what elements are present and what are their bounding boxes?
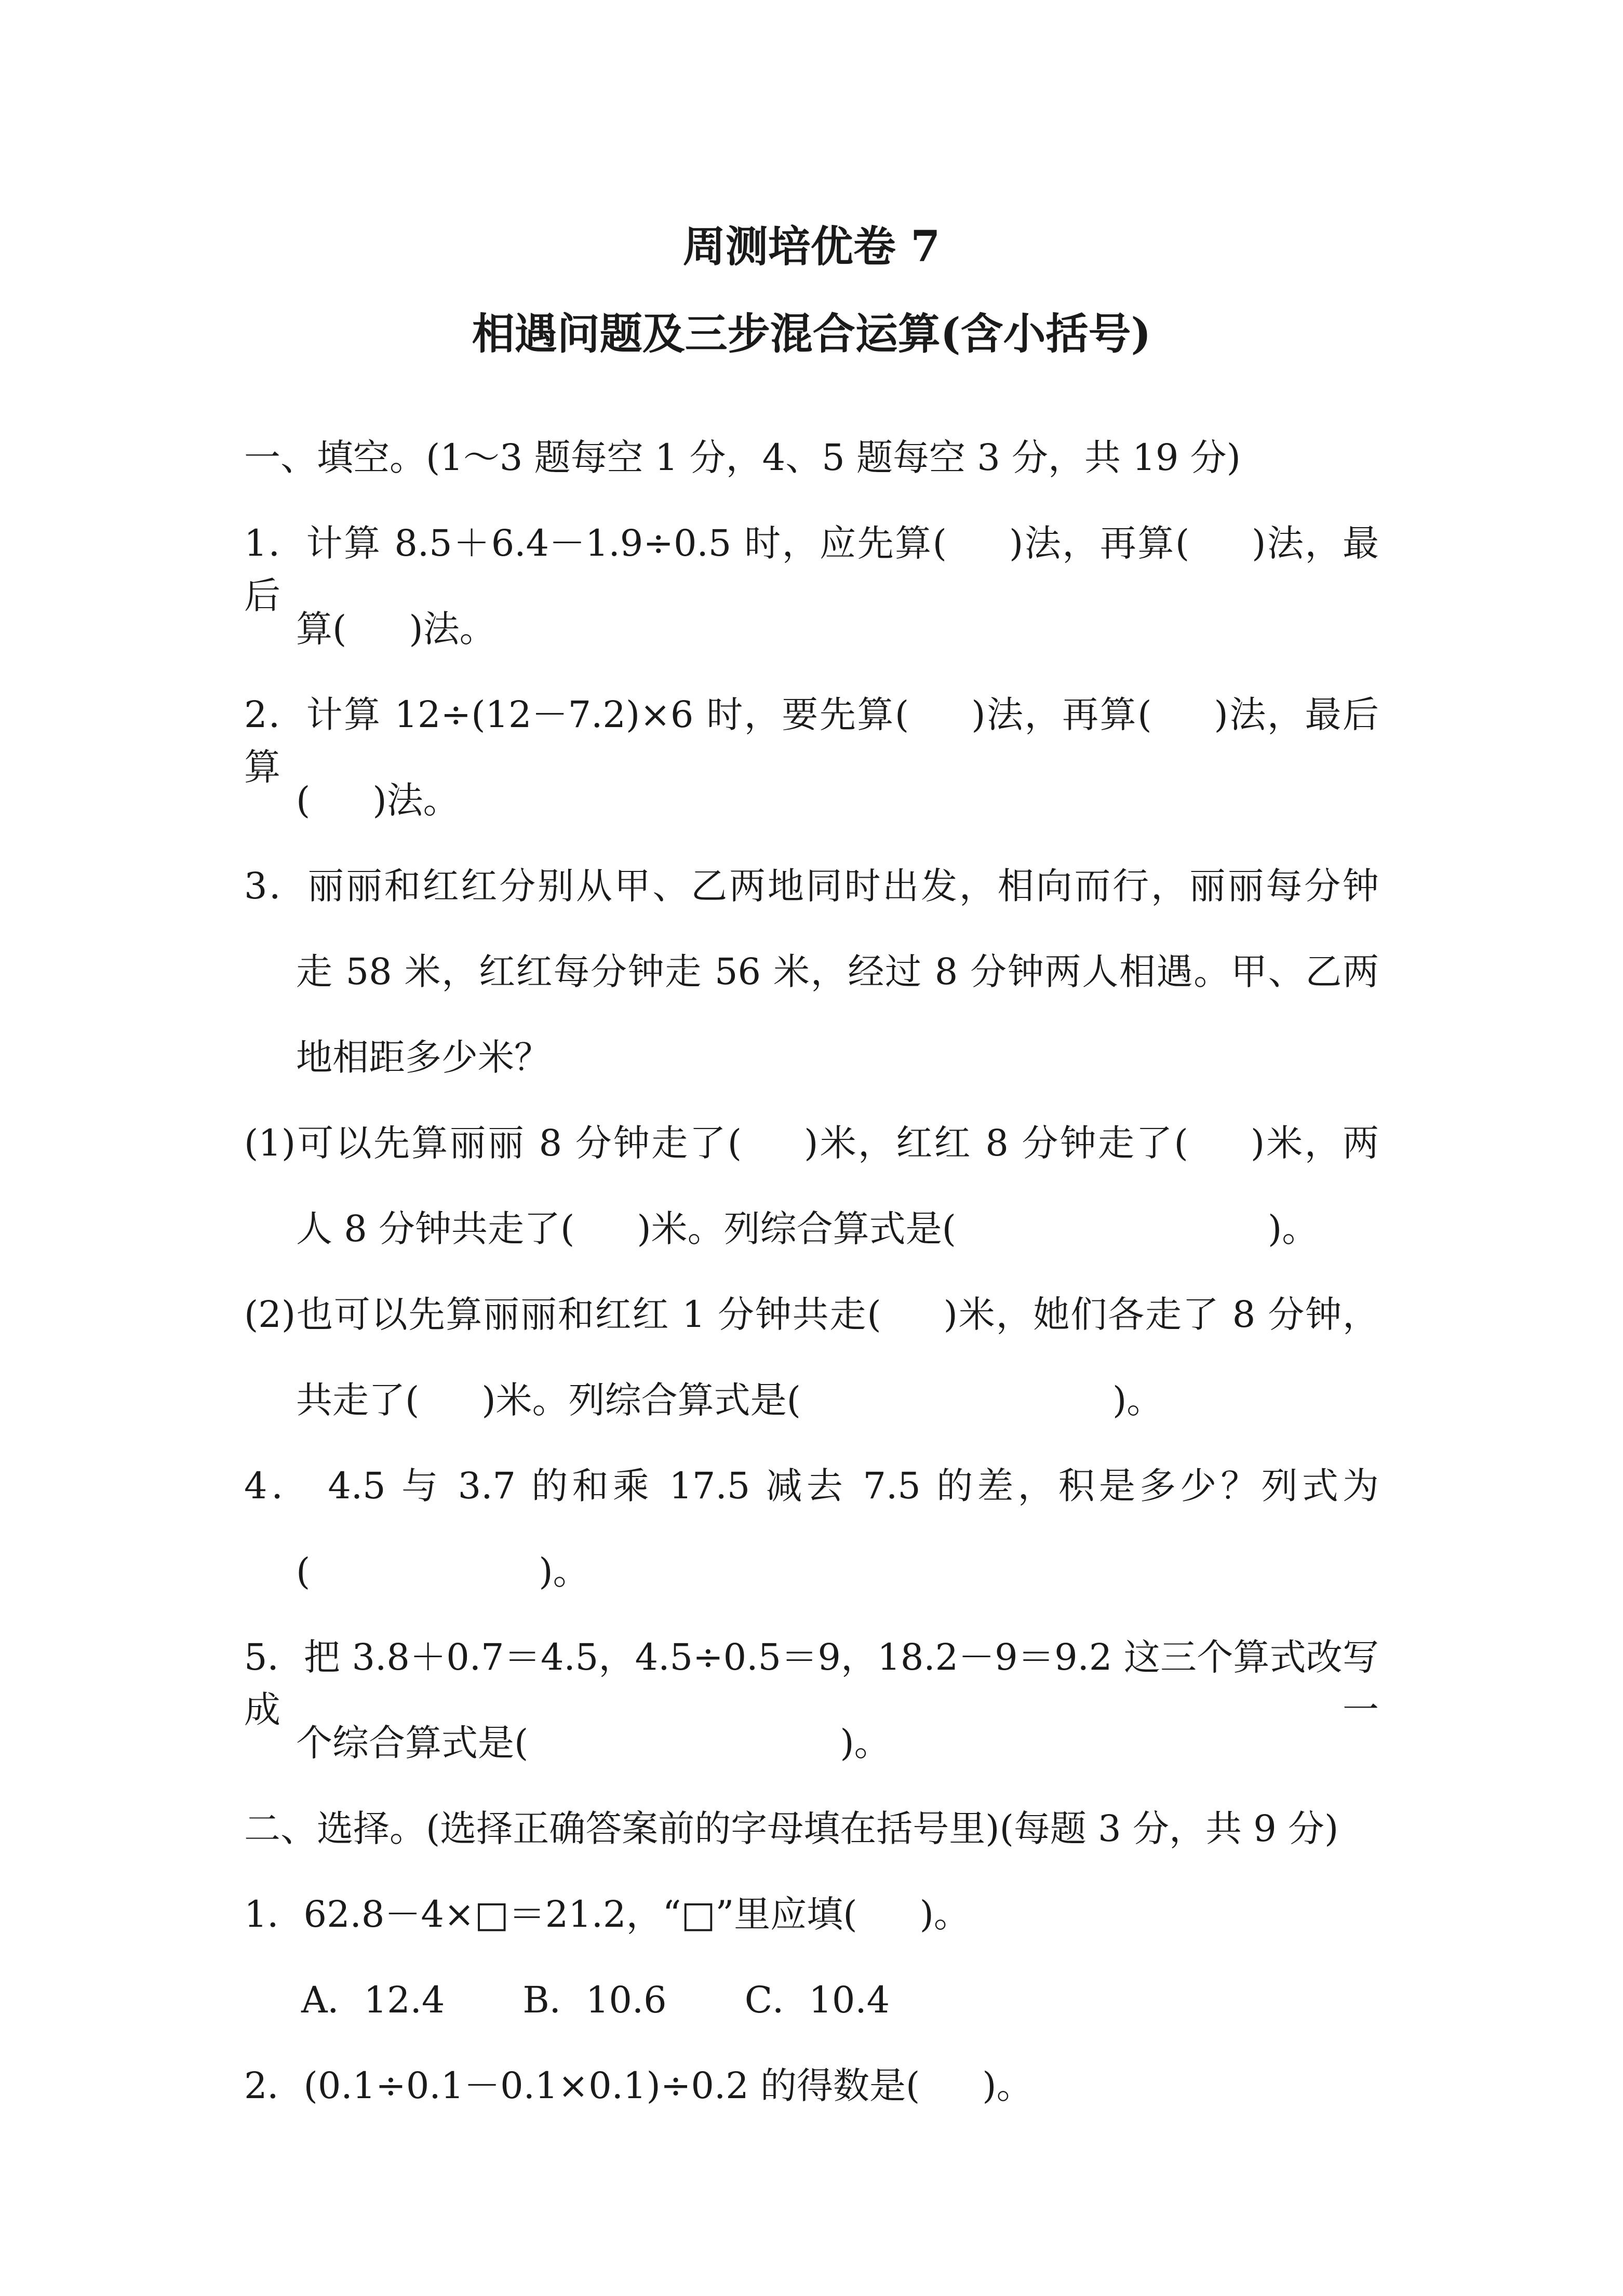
q3-line2: 走 58 米，红红每分钟走 56 米，经过 8 分钟两人相遇。甲、乙两 xyxy=(296,950,1379,993)
s2-q2-line xyxy=(244,2057,1033,2109)
q3-p2-text-b: )米，她们各走了 8 分钟， xyxy=(943,1293,1379,1336)
s2-q1-text-b: )。 xyxy=(919,1893,970,1936)
q3-p2-text-c: 共走了( xyxy=(296,1379,420,1421)
q1-line2 xyxy=(296,600,496,652)
s2-q2-text-a: 2．(0.1÷0.1－0.1×0.1)÷0.2 的得数是( xyxy=(244,2064,920,2107)
q3-part1-line1 xyxy=(244,1114,1379,1166)
q3-p1-text-c: )米，两 xyxy=(1250,1122,1379,1164)
q5-line2 xyxy=(296,1714,891,1766)
s2-q1-text-a: 1．62.8－4×□＝21.2，“□”里应填( xyxy=(244,1893,857,1936)
section2-heading: 二、选择。(选择正确答案前的字母填在括号里)(每题 3 分，共 9 分) xyxy=(244,1807,1339,1850)
s2-q1-option-a[interactable]: A．12.4 xyxy=(301,1979,445,2021)
q3-line3: 地相距多少米？ xyxy=(296,1036,551,1079)
q3-part2-line1 xyxy=(244,1285,1379,1338)
q3-p1-text-a: (1)可以先算丽丽 8 分钟走了( xyxy=(244,1122,742,1164)
q3-p2-text-e: )。 xyxy=(1112,1379,1163,1421)
q2-text-d: ( xyxy=(296,779,311,822)
q4-line1: 4． 4.5 与 3.7 的和乘 17.5 减去 7.5 的差，积是多少？列式为 xyxy=(244,1465,1379,1507)
q3-p1-text-b: )米，红红 8 分钟走了( xyxy=(804,1122,1188,1164)
q2-text-a: 2．计算 12÷(12－7.2)×6 时，要先算( xyxy=(244,693,909,736)
s2-q1-options xyxy=(301,1971,890,2023)
q2-text-e: )法。 xyxy=(372,779,460,822)
q2-text-b: )法，再算( xyxy=(971,693,1152,736)
section1-heading: 一、填空。(1～3 题每空 1 分，4、5 题每空 3 分，共 19 分) xyxy=(244,436,1241,479)
s2-q2-text-b: )。 xyxy=(982,2064,1033,2107)
q4-line2 xyxy=(296,1542,589,1595)
q3-p1-text-e: )米。列综合算式是( xyxy=(637,1207,956,1250)
s2-q1-option-c[interactable]: C．10.4 xyxy=(744,1979,890,2021)
q2-line2 xyxy=(296,771,460,824)
s2-q1-line xyxy=(244,1885,970,1938)
q5-line1: 5．把 3.8＋0.7＝4.5，4.5÷0.5＝9，18.2－9＝9.2 这三个算式改写成一 xyxy=(244,1636,1379,1731)
q4-text-c: )。 xyxy=(539,1550,589,1593)
worksheet-title: 周测培优卷 7 xyxy=(682,222,941,272)
worksheet-subtitle: 相遇问题及三步混合运算(含小括号) xyxy=(472,309,1151,359)
q3-part2-line2 xyxy=(296,1371,1163,1424)
q1-text-d: 算( xyxy=(296,608,347,650)
q3-p2-text-a: (2)也可以先算丽丽和红红 1 分钟共走( xyxy=(244,1293,881,1336)
q4-text-b: ( xyxy=(296,1550,311,1593)
q3-line1: 3．丽丽和红红分别从甲、乙两地同时出发，相向而行，丽丽每分钟 xyxy=(244,865,1379,907)
q3-p1-text-d: 人 8 分钟共走了( xyxy=(296,1207,575,1250)
q1-text-c: )法，最后 xyxy=(244,522,1379,617)
q1-text-b: )法，再算( xyxy=(1009,522,1190,565)
q3-p2-text-d: )米。列综合算式是( xyxy=(481,1379,801,1421)
q3-p1-text-f: )。 xyxy=(1267,1207,1319,1250)
q1-text-a: 1．计算 8.5＋6.4－1.9÷0.5 时，应先算( xyxy=(244,522,947,565)
q5-text-c: )。 xyxy=(840,1722,891,1764)
q1-text-e: )法。 xyxy=(409,608,496,650)
s2-q1-option-b[interactable]: B．10.6 xyxy=(522,1979,667,2021)
q3-part1-line2 xyxy=(296,1200,1318,1252)
q5-text-b: 个综合算式是( xyxy=(296,1722,529,1764)
q2-text-c: )法，最后算 xyxy=(244,693,1379,788)
